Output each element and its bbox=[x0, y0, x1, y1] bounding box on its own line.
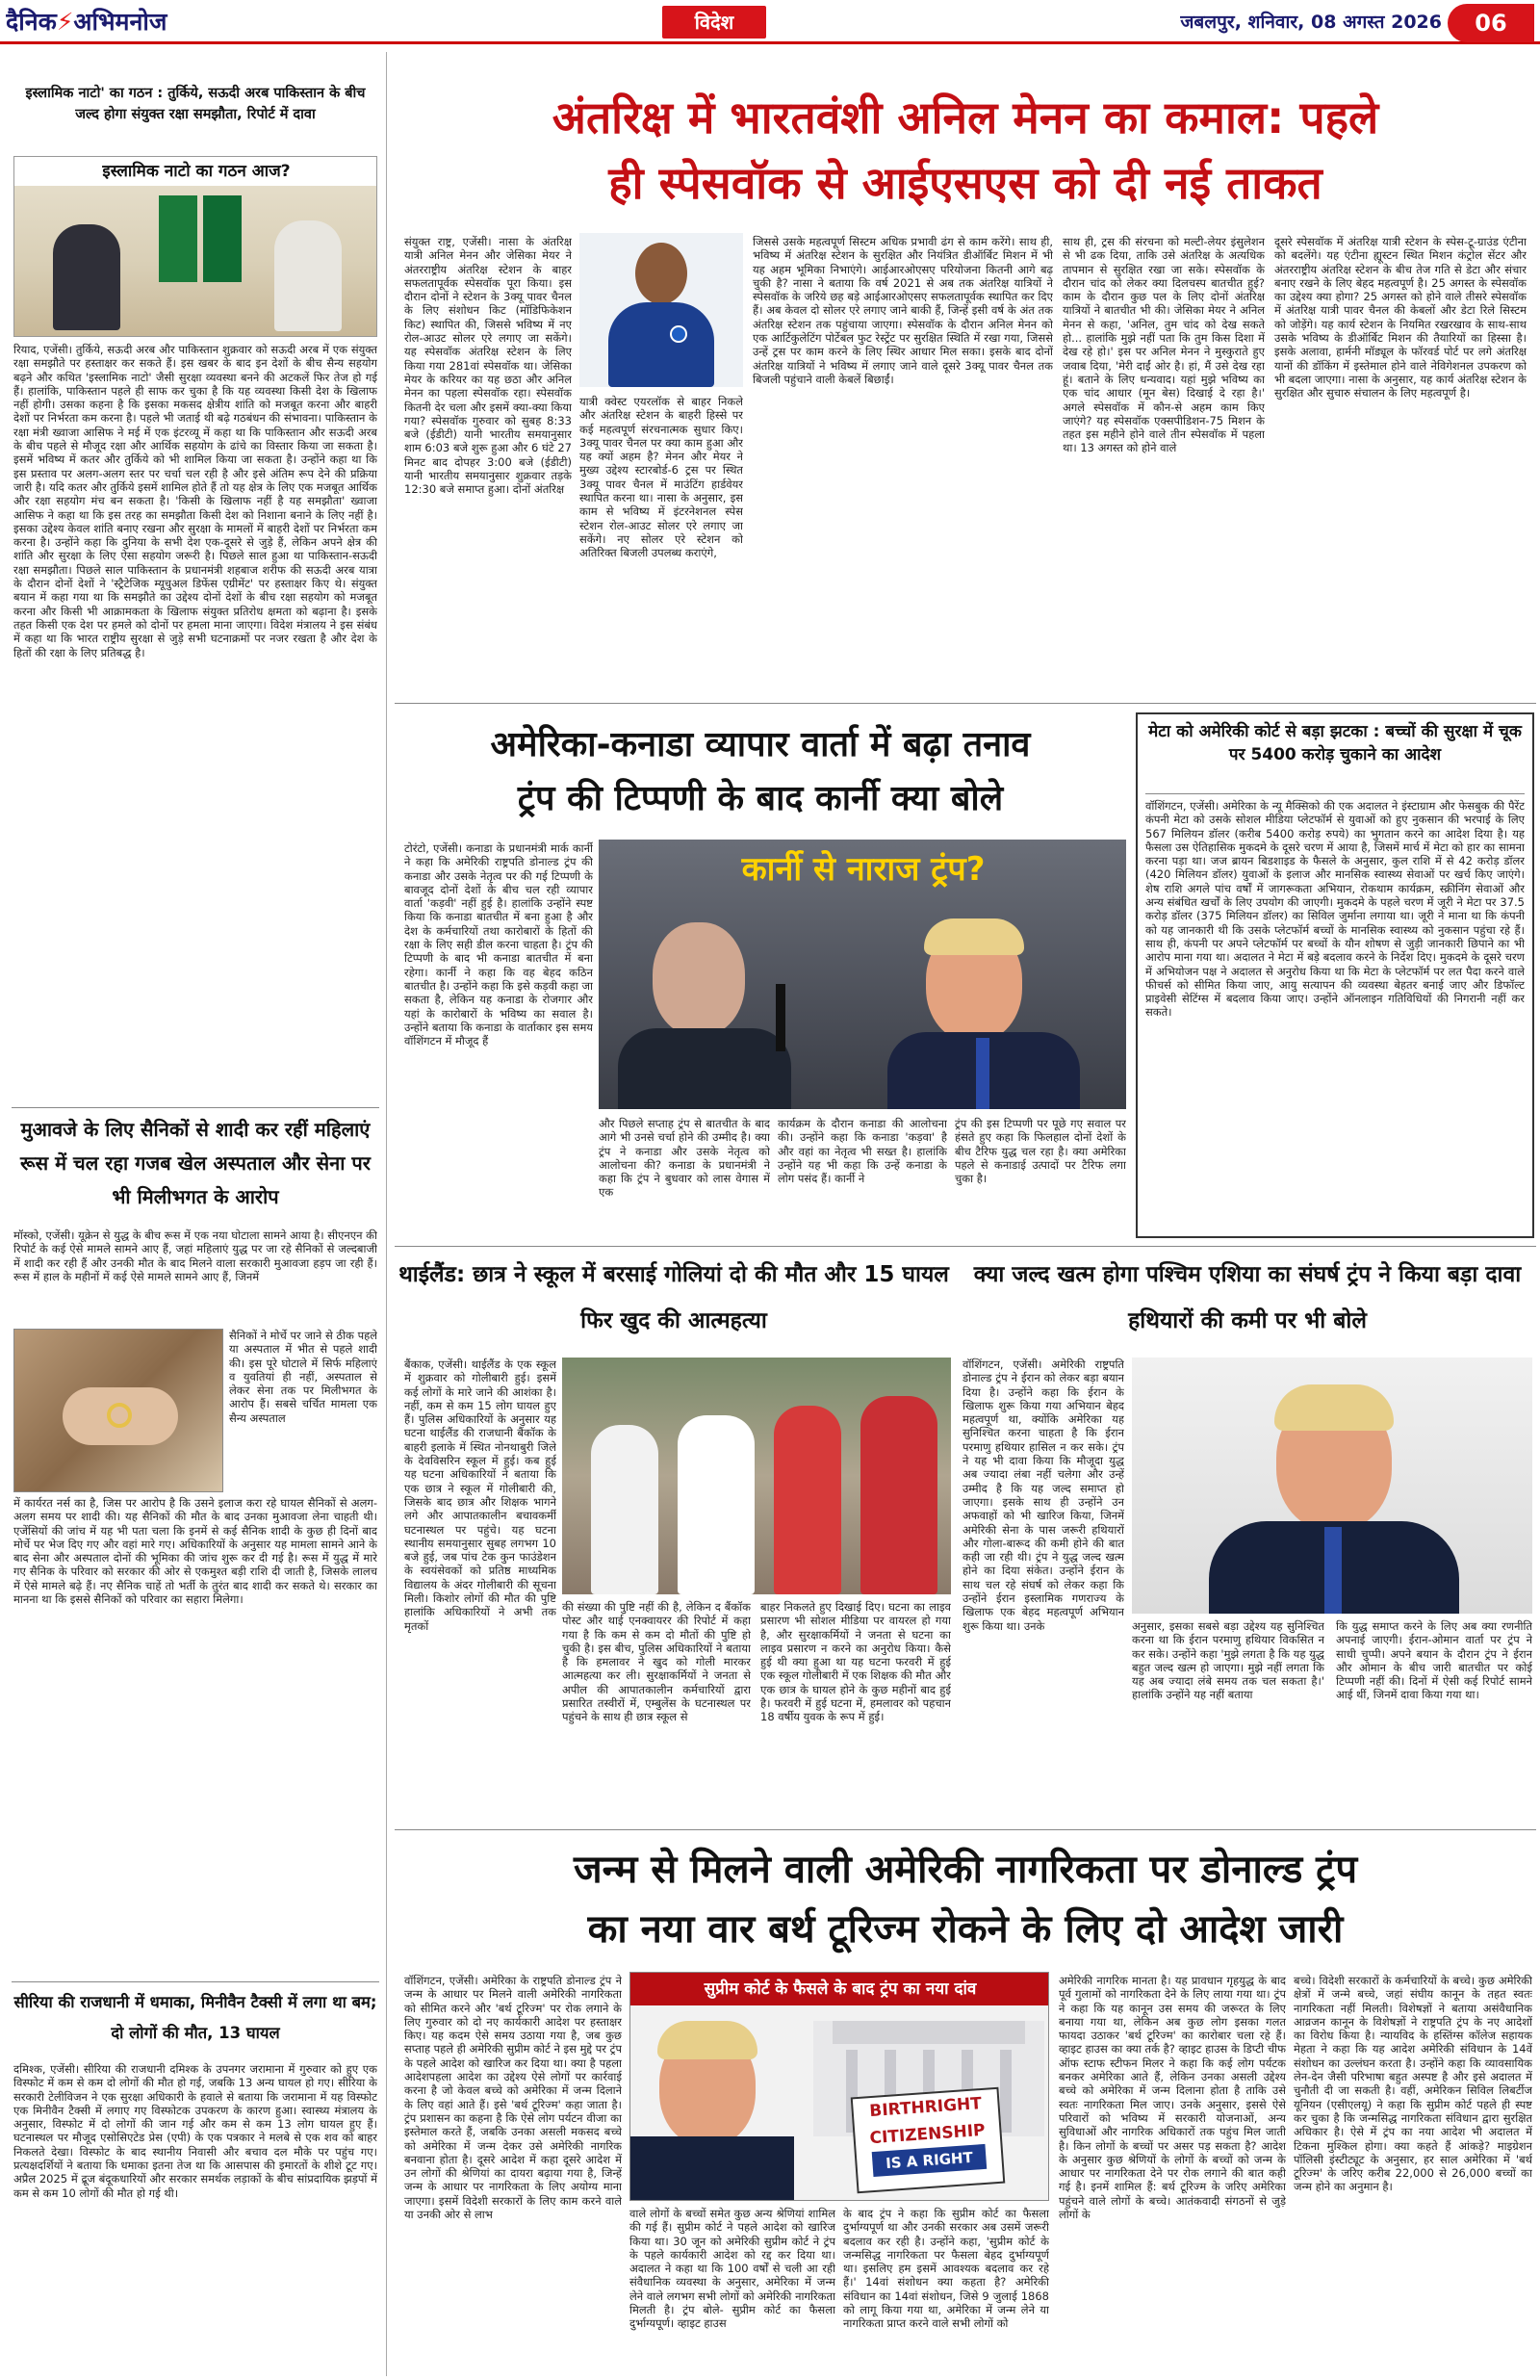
person-left-silhouette bbox=[53, 224, 120, 330]
islamic-nato-headline[interactable]: इस्लामिक नाटो' का गठन : तुर्किये, सऊदी अरब पाकिस्तान के बीच जल्द होगा संयुक्त रक्षा समझौता, रिपोर्ट में दावा bbox=[25, 86, 366, 122]
rule bbox=[12, 1107, 379, 1108]
carney-body bbox=[618, 1028, 791, 1109]
westasia-col2: अनुसार, इसका सबसे बड़ा उद्देश्य यह सुनिश्चित करना था कि ईरान परमाणु हथियार विकसित न कर सके। उन्होंने कहा 'मुझे लगता है कि यह युद्ध बहुत जल्द खत्म हो जाएगा। मुझे नहीं लगता कि यह अब ज्यादा लंबे समय तक चल सकता है।' हालांकि उन्होंने यह नहीं बताया bbox=[1132, 1619, 1324, 1702]
nasa-patch-icon bbox=[670, 325, 687, 343]
canada-col-b1: और पिछले सप्ताह ट्रंप से बातचीत के बाद आगे भी उनसे चर्चा होने की उम्मीद है। क्या ट्रंप ने कनाडा और उसके नेतृत्व को आलोचना की? कनाडा के प्रधानमंत्री ने कहा कि ट्रंप ने बुधवार को लास वेगास में एक bbox=[599, 1117, 770, 1200]
thailand-col1: बैंकाक, एजेंसी। थाईलैंड के एक स्कूल में शुक्रवार को गोलीबारी हुई। इसमें कई लोगों के मारे जाने की आशंका है। नहीं, कम से कम 15 लोग घायल हुए हैं। पुलिस अधिकारियों के अनुसार यह घटना थाईलैंड की राजधानी बैंकॉक के बाहरी इलाके में स्थित नोनथाबुरी जिले के देवविसरिन स्कूल में हुई। कब हुई यह घटना अधिकारियों ने बताया कि एक छात्र ने स्कूल में गोलीबारी की, जिसके बाद छात्र और शिक्षक भागने लगे और आपातकालीन बचावकर्मी घटनास्थल पर पहुंचे। यह घटना स्थानीय समयानुसार सुबह लगभग 10 बजे हुई, जब पांच टेक कुन फाउंडेशन के स्वयंसेवकों को प्रतिष्ठ माध्यमिक विद्यालय के अंदर गोलीबारी की सूचना मिली। किशोर लोगों की मौत की पुष्टि हालांकि अधिकारियों ने अभी तक मृतकों bbox=[404, 1358, 556, 1633]
student-1 bbox=[591, 1425, 658, 1594]
ring-shape bbox=[107, 1403, 132, 1428]
citizenship-col-b1: वाले लोगों के बच्चों समेत कुछ अन्य श्रेणियां शामिल की गई हैं। सुप्रीम कोर्ट ने पहले आदेश को खारिज किया था। 30 जून को अमेरिकी सुप्रीम कोर्ट ने ट्रंप के पहले कार्यकारी आदेश को रद्द कर दिया था। अदालत ने कहा था कि 100 वर्षों से चली आ रही संवैधानिक व्यवस्था के अनुसार, अमेरिका में जन्म लेने वाले लगभग सभी लोगों को अमेरिकी नागरिकता मिलती है। ट्रंप बोले- सुप्रीम कोर्ट का फैसला दुर्भाग्यपूर्ण। व्हाइट हाउस bbox=[629, 2207, 835, 2331]
thailand-col3: बाहर निकलते हुए दिखाई दिए। घटना का लाइव प्रसारण भी सोशल मीडिया पर वायरल हो गया है, और सुरक्षाकर्मियों ने जनता से घटना का लाइव प्रसारण न करने का अनुरोध किया। कैसे हुई थी क्या हुआ था यह घटना फरवरी में हुई एक स्कूल गोलीबारी में एक शिक्षक की मौत और एक छात्र के घायल होने के कुछ महीनों बाद हुई है। फरवरी में हुई घटना में, हमलावर को पहचान 18 वर्षीय युवक के रूप में हुई। bbox=[760, 1600, 951, 1724]
microphone-icon bbox=[776, 984, 785, 1051]
issue-dateline: जबलपुर, शनिवार, 08 अगस्त 2026 bbox=[1180, 12, 1442, 33]
section-tag[interactable]: विदेश bbox=[662, 6, 766, 39]
left-column bbox=[4, 52, 387, 2376]
rule bbox=[395, 1246, 1536, 1247]
student-4 bbox=[860, 1396, 937, 1594]
court-pediment bbox=[833, 2021, 1025, 2044]
syria-blast-headline[interactable]: सीरिया की राजधानी में धमाका, मिनीवैन टैक्सी में लगा था बम; दो लोगों की मौत, 13 घायल bbox=[13, 1993, 377, 2042]
trump-hair bbox=[924, 918, 1024, 955]
iss-col2: यात्री क्वेस्ट एयरलॉक से बाहर निकले और अंतरिक्ष स्टेशन के बाहरी हिस्से पर कई महत्वपूर्ण संरचनात्मक सुधार किए। 3क्यू पावर चैनल पर क्या काम हुआ और यह क्यों अहम है? मेनन और मेयर ने मुख्य उद्देश्य स्टारबोर्ड-6 ट्रस पर स्थित 3क्यू पावर चैनल में माउंटिंग हार्डवेयर स्थापित करना था। नासा के अनुसार, इस काम से भविष्य में इंटरनेशनल स्पेस स्टेशन रोल-आउट सोलर एरे लगाए जा सकेंगे। नए सोलर एरे स्टेशन को अतिरिक्त बिजली उपलब्ध कराएंगे, bbox=[579, 395, 743, 560]
westasia-col3: कि युद्ध समाप्त करने के लिए अब क्या रणनीति अपनाई जाएगी। ईरान-ओमान वार्ता पर ट्रंप ने साधी चुप्पी। अपने बयान के दौरान ट्रंप ने ईरान और ओमान के बीच जारी बातचीत पर कोई टिप्पणी नहीं की। दिनों में ऐसी कई रिपोर्ट सामने आई थीं, जिनमें दावा किया गया था। bbox=[1336, 1619, 1532, 1702]
trump-hair-2 bbox=[1274, 1384, 1394, 1431]
court-column bbox=[1000, 2050, 1012, 2133]
russia-soldiers-lead: मॉस्को, एजेंसी। यूक्रेन से युद्ध के बीच रूस में एक नया घोटाला सामने आया है। सीएनएन की रिपोर्ट के कई ऐसे मामले सामने आए हैं, जहां महिलाएं युद्ध पर जा रहे सैनिकों से जल्दबाजी में शादी कर रही हैं और उनकी मौत के बाद मिलने वाला सरकारी मुआवजा हड़प जा रही हैं। रूस में हाल के महीनों में कई ऐसे मामले सामने आए हैं, जिनमें bbox=[13, 1229, 377, 1283]
westasia-headline[interactable]: क्या जल्द खत्म होगा पश्चिम एशिया का संघर्ष ट्रंप ने किया बड़ा दावा हथियारों की कमी पर भी बोले bbox=[973, 1262, 1522, 1333]
astronaut-suit bbox=[608, 302, 714, 387]
student-3 bbox=[774, 1406, 841, 1594]
placard-line3: IS A RIGHT bbox=[872, 2144, 988, 2177]
page-number: 06 bbox=[1448, 4, 1534, 42]
trump-tie-2 bbox=[1324, 1527, 1342, 1614]
rule bbox=[395, 1829, 1536, 1830]
citizenship-headline-line1[interactable]: जन्म से मिलने वाली अमेरिकी नागरिकता पर डोनाल्ड ट्रंप bbox=[573, 1848, 1358, 1892]
trump-suit-3 bbox=[630, 2136, 794, 2201]
iss-col5: दूसरे स्पेसवॉक में अंतरिक्ष यात्री स्टेशन के स्पेस-टू-ग्राउंड एंटीना को बदलेंगे। यह एंटीना ह्यूस्टन स्थित मिशन कंट्रोल सेंटर और अंतरराष्ट्रीय अंतरिक्ष स्टेशन के बीच तेज गति से डेटा और संचार बनाए रखने के लिए बेहद महत्वपूर्ण है। 25 अगस्त के स्पेसवॉक का उद्देश्य क्या होगा? 25 अगस्त को होने वाले तीसरे स्पेसवॉक में अंतरिक्ष यात्री पावर चैनल की केबलों और डेटा रिले सिस्टम को जोड़ेंगे। यह कार्य स्टेशन के नियमित रखरखाव के साथ-साथ उसके भविष्य के डीऑर्बिट मिशन की तैयारियों का हिस्सा है। इसके अलावा, हार्मनी मॉड्यूल के फॉरवर्ड पोर्ट पर लगे अंतरिक्ष यानों की डॉकिंग में इस्तेमाल होने वाले नेविगेशनल उपकरण को भी बदला जाएगा। नासा के अनुसार, यह कार्य अंतरिक्ष स्टेशन के सुरक्षित और सुचारु संचालन के लिए महत्वपूर्ण है। bbox=[1274, 235, 1527, 401]
photo-title: सुप्रीम कोर्ट के फैसले के बाद ट्रंप का नया दांव bbox=[704, 1979, 977, 1999]
iss-col4: साथ ही, ट्रस की संरचना को मल्टी-लेयर इंसुलेशन से भी ढक दिया, ताकि उसे अंतरिक्ष के अत्यधिक तापमान से सुरक्षित रखा जा सके। स्पेसवॉक के दौरान चांद को लेकर क्या दिलचस्प बातचीत हुई? काम के दौरान कुछ पल के लिए दोनों अंतरिक्ष यात्रियों ने बातचीत भी की। जेसिका मेयर ने अनिल मेनन से कहा, 'अनिल, तुम चांद को देख सकते हो... हालांकि मुझे नहीं पता कि तुम किस दिशा में देख रहे हो।' इस पर अनिल मेनन ने मुस्कुराते हुए जवाब दिया, 'मेरी दाईं ओर है। हां, मैं उसे देख रहा हूं। बताने के लिए धन्यवाद। यहां मुझे भविष्य का एक चांद आधार (मून बेस) दिखाई दे रहा है।' अगले स्पेसवॉक में कौन-से अहम काम किए जाएंगे? यह स्पेसवॉक एक्सपीडिशन-75 मिशन के तहत इस महीने होने वाले तीन स्पेसवॉक में पहला था। 13 अगस्त को होने वाले bbox=[1063, 235, 1265, 455]
citizenship-col-left: वॉशिंगटन, एजेंसी। अमेरिका के राष्ट्रपति डोनाल्ड ट्रंप ने जन्म के आधार पर मिलने वाली अमेरिकी नागरिकता को सीमित करने और 'बर्थ टूरिज्म' पर रोक लगाने के लिए गुरुवार को दो नए कार्यकारी आदेश पर हस्ताक्षर किए। यह कदम ऐसे समय उठाया गया है, जब कुछ सप्ताह पहले ही अमेरिकी सुप्रीम कोर्ट ने इस मुद्दे पर ट्रंप के पहले आदेश को खारिज कर दिया था। क्या है पहला आदेशपहला आदेश का उद्देश्य ऐसे लोगों पर कार्रवाई करना है जो केवल बच्चे को अमेरिका में जन्म दिलाने के लिए वहां आते हैं। इसे 'बर्थ टूरिज्म' कहा जाता है। ट्रंप प्रशासन का कहना है कि ऐसे लोग पर्यटन वीजा का इस्तेमाल करते हैं, जबकि उनका असली मकसद बच्चे को अमेरिका में जन्म देकर उसे अमेरिकी नागरिक बनवाना होता है। दूसरे आदेश में कहा दूसरे आदेश में उन लोगों की श्रेणियां का दायरा बढ़ाया गया है, जिन्हें जन्म के आधार पर नागरिकता के लिए अयोग्य माना जाएगा। इसमें विदेशी सरकारों के लिए काम करने वाले या उनकी ओर से लाभ bbox=[404, 1974, 622, 2222]
canada-col-left: टोरंटो, एजेंसी। कनाडा के प्रधानमंत्री मार्क कार्नी ने कहा कि अमेरिकी राष्ट्रपति डोनाल्ड ट्रंप की कनाडा और उसके नेतृत्व पर की गई टिप्पणी के बावजूद दोनों देशों के बीच चल रही व्यापार वार्ता 'कड़वी' नहीं हुई है। हालांकि उन्होंने स्पष्ट किया कि कनाडा बातचीत में बना हुआ है और देश के कर्मचारियों तथा कारोबारों के हितों की रक्षा के लिए सही डील करना चाहता है। ट्रंप की टिप्पणी के बाद भी कनाडा बातचीत में बना रहेगा। कार्नी ने कहा कि वह बेहद कठिन बातचीत है। उन्होंने कहा कि इसे कड़वी कहा जा सकता है, लेकिन यह कनाडा के रोजगार और यहां के कारोबारों के भविष्य का सवाल है। उन्होंने बताया कि कनाडा के वार्ताकार इस समय वॉशिंगटन में मौजूद हैं bbox=[404, 841, 593, 1048]
wedding-rings-photo bbox=[13, 1329, 223, 1492]
iss-col1: संयुक्त राष्ट्र, एजेंसी। नासा के अंतरिक्ष यात्री अनिल मेनन और जेसिका मेयर ने अंतरराष्ट्रीय अंतरिक्ष स्टेशन के बाहर सफलतापूर्वक स्पेसवॉक पूरा किया। इस दौरान दोनों ने स्टेशन के 3क्यू पावर चैनल के लिए संशोधन किट (मॉडिफिकेशन किट) स्थापित की, जिससे भविष्य में नए रोल-आउट सोलर एरे लगाए जा सकेंगे। यह स्पेसवॉक अंतरिक्ष स्टेशन के लिए किया गया 281वां स्पेसवॉक था। जेसिका मेयर के करियर का यह छठा और अनिल मेनन का पहला स्पेसवॉक रहा। स्पेसवॉक कितनी देर चला और इसमें क्या-क्या किया गया? स्पेसवॉक गुरुवार को सुबह 8:33 बजे (ईडीटी) यानी भारतीय समयानुसार शाम 6:03 बजे शुरू हुआ और 6 घंटे 27 मिनट बाद दोपहर 3:00 बजे (ईडीटी) यानी भारतीय समयानुसार शुक्रवार तड़के 12:30 बजे समाप्त हुआ। दोनों अंतरिक्ष bbox=[404, 235, 572, 497]
canada-col-b3: ट्रंप की इस टिप्पणी पर पूछे गए सवाल पर हंसते हुए कहा कि फिलहाल दोनों देशों के बीच टैरिफ युद्ध चल रहा है। क्या अमेरिका पहले से कनाडाई उत्पादों पर टैरिफ लगा चुका है। bbox=[955, 1117, 1126, 1186]
thailand-col2: की संख्या की पुष्टि नहीं की है, लेकिन द बैंकॉक पोस्ट और थाई एनक्वायरर की रिपोर्ट में कहा गया है कि कम से कम दो मौतों की पुष्टि हो चुकी है। इस बीच, पुलिस अधिकारियों ने बताया है कि हमलावर ने खुद को गोली मारकर आत्महत्या कर ली। सुरक्षाकर्मियों ने जनता से अपील की आपातकालीन कर्मचारियों द्वारा प्रसारित तस्वीरों में, एम्बुलेंस के घटनास्थल पर पहुंचने के साथ ही छात्र स्कूल से bbox=[562, 1600, 751, 1724]
student-2 bbox=[678, 1415, 755, 1594]
photo-title-bar bbox=[630, 1973, 1049, 2005]
flag-green bbox=[159, 195, 197, 282]
flag-green-2 bbox=[203, 195, 242, 282]
islamic-nato-photo-caption: इस्लामिक नाटो का गठन आज? bbox=[102, 162, 291, 181]
russia-soldiers-side: सैनिकों ने मोर्चे पर जाने से ठीक पहले या अस्पताल में भीत से पहले शादी की। इस पूरे घोटाले में सिर्फ महिलाएं व युवतियां ही नहीं, अस्पताल से लेकर सेना तक पर मिलीभगत के आरोप हैं। सबसे चर्चित मामला एक सैन्य अस्पताल bbox=[229, 1329, 377, 1425]
iss-col3: जिससे उसके महत्वपूर्ण सिस्टम अधिक प्रभावी ढंग से काम करेंगे। साथ ही, भविष्य में अंतरिक्ष स्टेशन के सुरक्षित और नियंत्रित डीऑर्बिट मिशन में भी यह अहम भूमिका निभाएंगे। आईआरओएसए परियोजना कितनी आगे बढ़ चुकी है? नासा ने बताया कि वर्ष 2021 से अब तक अंतरिक्ष यात्रियों ने स्पेसवॉक के जरिये छह बड़े आईआरओएसए सफलतापूर्वक स्थापित कर दिए हैं। अब केवल दो सोलर एरे लगाए जाने बाकी हैं, जिन्हें इसी वर्ष के अंत तक अंतरिक्ष स्टेशन तक पहुंचाया जाएगा। स्पेसवॉक के दौरान अनिल मेनन को एक आर्टिकुलेटिंग पोर्टेबल फुट रेस्ट्रेंट पर सुरक्षित स्थिति में रखा गया, जिससे उन्हें ट्रस पर काम करने के लिए स्थिर आधार मिल सका। इसके बाद दोनों अंतरिक्ष यात्रियों ने भविष्य में लगाए जाने वाले दूसरे 3क्यू पावर चैनल तक बिजली पहुंचाने वाली केबलें बिछाईं। bbox=[753, 235, 1053, 386]
rule bbox=[395, 703, 1536, 704]
thailand-headline[interactable]: थाईलैंड: छात्र ने स्कूल में बरसाई गोलियां दो की मौत और 15 घायल फिर खुद की आत्महत्या bbox=[398, 1262, 949, 1333]
school-photo bbox=[562, 1358, 951, 1594]
rule bbox=[1145, 793, 1525, 794]
citizenship-col-b2: के बाद ट्रंप ने कहा कि सुप्रीम कोर्ट का फैसला दुर्भाग्यपूर्ण था और उनकी सरकार अब उसमें जरूरी बदलाव कर रही है। उन्होंने कहा, 'सुप्रीम कोर्ट के जन्मसिद्ध नागरिकता पर फैसला बेहद दुर्भाग्यपूर्ण था। इसलिए हम इसमें आवश्यक बदलाव कर रहे हैं।' 14वां संशोधन क्या कहता है? अमेरिकी संविधान का 14वां संशोधन, जिसे 9 जुलाई 1868 को लागू किया गया था, अमेरिका में जन्म लेने या नागरिकता प्राप्त करने वाले सभी लोगों को bbox=[843, 2207, 1049, 2331]
iss-headline-line2[interactable]: ही स्पेसवॉक से आईएसएस को दी नई ताकत bbox=[608, 157, 1322, 209]
meta-body: वॉशिंगटन, एजेंसी। अमेरिका के न्यू मैक्सिको की एक अदालत ने इंस्टाग्राम और फेसबुक की पैरेंट कंपनी मेटा को उसके सोशल मीडिया प्लेटफॉर्म से युवाओं को हुए नुकसान की भरपाई के लिए 567 मिलियन डॉलर (करीब 5400 करोड़ रुपये) का भुगतान करने का आदेश दिया है। यह फैसला उस ऐतिहासिक मुकदमे के दूसरे चरण में आया है, जिसमें मार्च में मेटा को हार का सामना करना पड़ा था। जज ब्रायन बिडशाइड के फैसले के अनुसार, कुल राशि में से 42 करोड़ डॉलर (420 मिलियन डॉलर) युवाओं के इलाज और मानसिक स्वास्थ्य सेवाओं पर खर्च किए जाएंगे। शेष राशि अगले पांच वर्षों में जागरूकता अभियान, रोकथाम कार्यक्रम, स्क्रीनिंग सेवाओं और अन्य संबंधित खर्चों के लिए उपयोग की जाएगी। मुकदमे के पहले चरण में जूरी ने मेटा पर 37.5 करोड़ डॉलर (375 मिलियन डॉलर) का सिविल जुर्माना लगाया था। जूरी ने माना था कि कंपनी को यह जानकारी थी कि उसके प्लेटफॉर्म बच्चों के मानसिक स्वास्थ्य को नुकसान पहुंचा रहे हैं। साथ ही, कंपनी पर अपने प्लेटफॉर्म पर बच्चों के यौन शोषण से जुड़ी जानकारी छिपाने का भी आरोप माना गया था। अदालत ने मेटा में बड़े बदलाव करने के निर्देश दिए। मुकदमे के दूसरे चरण में अभियोजन पक्ष ने अदालत से अनुरोध किया था कि मेटा के प्लेटफॉर्म पर लत पैदा करने वाले फीचर्स को सीमित किया जाए, आयु सत्यापन की व्यवस्था बेहतर बनाई जाए और डिफॉल्ट प्राइवेसी सेटिंग्स में बदलाव किया जाए। उन्होंने ऑनलाइन गतिविधियों की निगरानी नहीं कर सकते। bbox=[1145, 799, 1525, 1020]
photo-banner-text: कार्नी से नाराज ट्रंप? bbox=[741, 850, 986, 889]
islamic-nato-body: रियाद, एजेंसी। तुर्किये, सऊदी अरब और पाकिस्तान शुक्रवार को सऊदी अरब में एक संयुक्त रक्षा समझौते पर हस्ताक्षर कर सकते हैं। इस खबर के बाद इन देशों के बीच सैन्य सहयोग बढ़ने और कथित 'इस्लामिक नाटो' जैसी सुरक्षा व्यवस्था बनने की अटकलें फिर तेज हो गई हैं। हालांकि, पाकिस्तान पहले ही साफ कर चुका है कि यह व्यवस्था किसी देश के खिलाफ नहीं होगी। उसका कहना है कि इसका मकसद क्षेत्रीय शांति को मजबूत करना और बाहरी देशों पर निर्भरता कम करना है। पहले भी जताई थी बढ़े गठबंधन की संभावना। पाकिस्तान के रक्षा मंत्री ख्वाजा आसिफ ने मई में एक इंटरव्यू में कहा था कि पाकिस्तान और सऊदी अरब के बीच पहले से मौजूद रक्षा और आर्थिक सहयोग के ढांचे का विस्तार किया जा सकता है। इसमें भविष्य में कतर और तुर्किये को भी शामिल किया जा सकता है। उन्होंने कहा था कि इस प्रस्ताव पर अलग-अलग स्तर पर चर्चा चल रही है और इसे अंतिम रूप देने की प्रक्रिया जारी है। यदि कतर और तुर्किये इसमें शामिल होते हैं तो यह क्षेत्र के लिए एक मजबूत आर्थिक और रक्षा सहयोग मंच बन सकता है। 'किसी के खिलाफ नहीं है यह समझौता' ख्वाजा आसिफ ने कहा था कि इस तरह का समझौता किसी देश को निशाना बनाने के लिए नहीं है। इसका उद्देश्य केवल शांति बनाए रखना और सुरक्षा के मामलों में बाहरी देशों पर निर्भरता कम करना है। उन्होंने कहा कि दुनिया के सभी देश एक-दूसरे से जुड़े हैं, लेकिन अपने क्षेत्र की शांति और सुरक्षा के लिए ऐसा सहयोग जरूरी है। पिछले साल हुआ था पाकिस्तान-सऊदी रक्षा समझौता। पिछले साल पाकिस्तान के प्रधानमंत्री शहबाज शरीफ की सऊदी अरब यात्रा के दौरान दोनों देशों ने 'स्ट्रैटेजिक म्यूचुअल डिफेंस एग्रीमेंट' पर हस्ताक्षर किए थे। संयुक्त बयान में कहा गया था कि समझौते का उद्देश्य दोनों देशों के बीच रक्षा सहयोग को मजबूत करना और किसी भी आक्रामकता के खिलाफ संयुक्त प्रतिरोध क्षमता को बढ़ाना है। इसके तहत किसी एक देश पर हमले को दोनों पर हमला माना जाएगा। विदेश मंत्रालय ने इस संबंध में कहा था कि भारत राष्ट्रीय सुरक्षा से जुड़े सभी घटनाक्रमों पर नजर रखता है और देश के हितों की रक्षा के लिए प्रतिबद्ध है। bbox=[13, 343, 377, 660]
islamic-nato-photo bbox=[13, 156, 377, 337]
supreme-court-photo bbox=[629, 1972, 1049, 2201]
canada-headline-line1[interactable]: अमेरिका-कनाडा व्यापार वार्ता में बढ़ा तनाव bbox=[490, 725, 1031, 764]
bolt-icon: ⚡ bbox=[56, 8, 74, 36]
russia-soldiers-headline[interactable]: मुआवजे के लिए सैनिकों से शादी कर रहीं महिलाएं रूस में चल रहा गजब खेल अस्पताल और सेना पर भी मिलीभगत के आरोप bbox=[20, 1118, 371, 1208]
trump-tie bbox=[976, 1038, 989, 1109]
meta-headline[interactable]: मेटा को अमेरिकी कोर्ट से बड़ा झटका : बच्चों की सुरक्षा में चूक पर 5400 करोड़ चुकाने का आदेश bbox=[1148, 722, 1522, 764]
canada-col-b2: कार्यक्रम के दौरान कनाडा की आलोचना की। उन्होंने कहा कि कनाडा 'कड़वा' है और वहां का नेतृत्व भी सख्त है। हालांकि उन्होंने यह भी कहा कि उन्हें कनाडा के लोग पसंद हैं। कार्नी ने bbox=[778, 1117, 947, 1186]
astronaut-head bbox=[635, 243, 687, 304]
newspaper-logo[interactable] bbox=[6, 4, 237, 40]
citizenship-col-r2: बच्चे। विदेशी सरकारों के कर्मचारियों के बच्चे। कुछ अमेरिकी क्षेत्रों में जन्मे बच्चे, जहां संघीय कानून के तहत स्वतः नागरिकता नहीं मिलती। विशेषज्ञों ने बताया असंवैधानिक आव्रजन कानून के विशेषज्ञों ने राष्ट्रपति ट्रंप के नए आदेशों का विरोध किया है। न्यायविद के हस्तिंग्स कॉलेज सहायक मेहता ने कहा कि यह आदेश अमेरिकी संविधान के 14वें संशोधन का उल्लंघन करता है। उन्होंने कहा कि व्यावसायिक लेन-देन जैसी परिभाषा बहुत अस्पष्ट है और इसे अदालत में चुनौती दी जा सकती है। वहीं, अमेरिकन सिविल लिबर्टीज यूनियन (एसीएलयू) ने कहा कि सुप्रीम कोर्ट पहले ही स्पष्ट कर चुका है कि जन्मसिद्ध नागरिकता संविधान द्वारा सुरक्षित अधिकार है। ऐसे में ट्रंप का नया आदेश भी अदालत में टिकना मुश्किल होगा। क्या कहते हैं आंकड़े? माइग्रेशन पॉलिसी इंस्टीट्यूट के अनुसार, हर साल अमेरिका में 'बर्थ टूरिज्म' के जरिए करीब 22,000 से 26,000 बच्चों का जन्म होने का अनुमान है। bbox=[1294, 1974, 1532, 2194]
person-right-silhouette bbox=[274, 220, 342, 331]
trump-photo bbox=[1132, 1358, 1532, 1614]
westasia-col1: वॉशिंगटन, एजेंसी। अमेरिकी राष्ट्रपति डोनाल्ड ट्रंप ने ईरान को लेकर बड़ा बयान दिया है। उन्होंने कहा कि ईरान के खिलाफ शुरू किया गया अभियान बेहद महत्वपूर्ण था, क्योंकि अमेरिका यह सुनिश्चित करना चाहता है कि ईरान परमाणु हथियार हासिल न कर सके। ट्रंप ने यह भी दावा किया कि मौजूदा युद्ध अब ज्यादा लंबा नहीं चलेगा और उन्हें उम्मीद है कि यह जल्द समाप्त हो जाएगा। इसके साथ ही उन्होंने उन अफवाहों को भी खारिज किया, जिनमें अमेरिकी सेना के पास जरूरी हथियारों और गोला-बारूद की कमी होने की बात कही जा रही थी। ट्रंप ने युद्ध जल्द खत्म होने का दिया संकेत। उन्होंने ईरान के साथ चल रहे संघर्ष को लेकर कहा कि उन्होंने ईरान इस्लामिक गणराज्य के खिलाफ एक बेहद महत्वपूर्ण अभियान शुरू किया था। उनके bbox=[962, 1358, 1124, 1633]
astronaut-photo bbox=[579, 233, 743, 387]
syria-blast-body: दमिश्क, एजेंसी। सीरिया की राजधानी दमिश्क के उपनगर जरामाना में गुरुवार को हुए एक विस्फोट में कम से कम दो लोगों की मौत हो गई, जबकि 13 अन्य घायल हो गए। सीरिया के सरकारी टेलीविजन ने एक सुरक्षा अधिकारी के हवाले से बताया कि जरामाना में यह विस्फोट एक मिनीवैन टैक्सी में लगाए गए विस्फोटक उपकरण के कारण हुआ। स्वास्थ्य मंत्रालय के अनुसार, विस्फोट में दो लोगों की जान गई और कम से कम 13 लोग घायल हुए हैं। घटनास्थल पर मौजूद एसोसिएटेड प्रेस (एपी) के एक पत्रकार ने मलबे से एक शव को बाहर निकलते देखा। विस्फोट के बाद स्थानीय निवासी और बचाव दल मौके पर पहुंच गए। प्रत्यक्षदर्शियों ने बताया कि धमाका इतना तेज था कि आसपास की इमारतों के शीशे टूट गए। अप्रैल 2025 में द्रूज बंदूकधारियों और सरकार समर्थक लड़ाकों के बीच सांप्रदायिक झड़पों में कम से कम 10 लोगों की मौत हो गई थी। bbox=[13, 2062, 377, 2200]
placard-line2: CITIZENSHIP bbox=[868, 2120, 987, 2149]
photo-banner bbox=[637, 845, 1090, 893]
russia-soldiers-body: में कार्यरत नर्स का है, जिस पर आरोप है कि उसने इलाज करा रहे घायल सैनिकों से अलग-अलग समय पर शादी की। यह सैनिकों की मौत के बाद उनका मुआवजा लेना चाहती थी। एजेंसियों की जांच में यह भी पता चला कि इनमें से कई सैनिक शादी के कुछ ही दिनों बाद मोर्चे पर भेज दिए गए और वहां मारे गए। अधिकारियों के अनुसार यह मामला सामने आने के बाद सेना और अस्पताल दोनों की भूमिका की जांच शुरू कर दी गई है। रूस में युद्ध में मारे गए सैनिक के परिवार को सरकार की ओर से एकमुश्त बड़ी राशि दी जाती है, जिसके लालच में ऐसे मामले बढ़े हैं। नए सैनिक चाहें तो भर्ती के तुरंत बाद शादी कर सकते थे। सरकार का मानना था कि इससे सैनिकों को परिवार का सहारा मिलेगा। bbox=[13, 1496, 377, 1607]
protest-placard bbox=[851, 2087, 1006, 2193]
iss-headline-line1[interactable]: अंतरिक्ष में भारतवंशी अनिल मेनन का कमाल: पहले bbox=[552, 91, 1379, 143]
carney-trump-photo bbox=[599, 840, 1126, 1109]
placard-line1: BIRTHRIGHT bbox=[868, 2094, 983, 2122]
logo-part1: दैनिक bbox=[6, 8, 57, 36]
citizenship-headline-line2[interactable]: का नया वार बर्थ टूरिज्म रोकने के लिए दो आदेश जारी bbox=[587, 1907, 1344, 1952]
canada-headline-line2[interactable]: ट्रंप की टिप्पणी के बाद कार्नी क्या बोले bbox=[517, 779, 1004, 818]
rule bbox=[12, 1981, 379, 1982]
meta-story-box bbox=[1136, 712, 1534, 1238]
photo-caption-box bbox=[14, 157, 377, 186]
citizenship-col-r1: अमेरिकी नागरिक मानता है। यह प्रावधान गृहयुद्ध के बाद पूर्व गुलामों को नागरिकता देने के लिए लाया गया था। ट्रंप ने कहा कि यह कानून उस समय की जरूरत के लिए बनाया गया था, लेकिन अब कुछ लोग इसका गलत फायदा उठाकर 'बर्थ टूरिज्म' का कारोबार चला रहे हैं। व्हाइट हाउस का क्या तर्क है? व्हाइट हाउस के डिप्टी चीफ ऑफ स्टाफ स्टीफन मिलर ने कहा कि कई लोग पर्यटक बनकर अमेरिका आते हैं, लेकिन उनका असली उद्देश्य बच्चे को अमेरिका में जन्म दिलाना होता है ताकि उसे स्वतः नागरिकता मिल जाए। उनके अनुसार, इससे ऐसे परिवारों को भविष्य में सरकारी योजनाओं, अन्य सुविधाओं और नागरिक अधिकारों तक पहुंच मिल जाती है। किन लोगों के बच्चों पर असर पड़ सकता है? आदेश के अनुसार कुछ श्रेणियों के लोगों के बच्चों को जन्म के आधार पर नागरिकता देने पर रोक लगाने की बात कही गई है। इनमें शामिल हैं: बर्थ टूरिज्म के जरिए अमेरिका पहुंचने वाले लोगों के बच्चे। आतंकवादी संगठनों से जुड़े लोगों के bbox=[1059, 1974, 1286, 2222]
carney-head bbox=[653, 922, 745, 1036]
logo-part2: अभिमनोज bbox=[73, 8, 167, 36]
trump-hair-3 bbox=[657, 2021, 757, 2059]
